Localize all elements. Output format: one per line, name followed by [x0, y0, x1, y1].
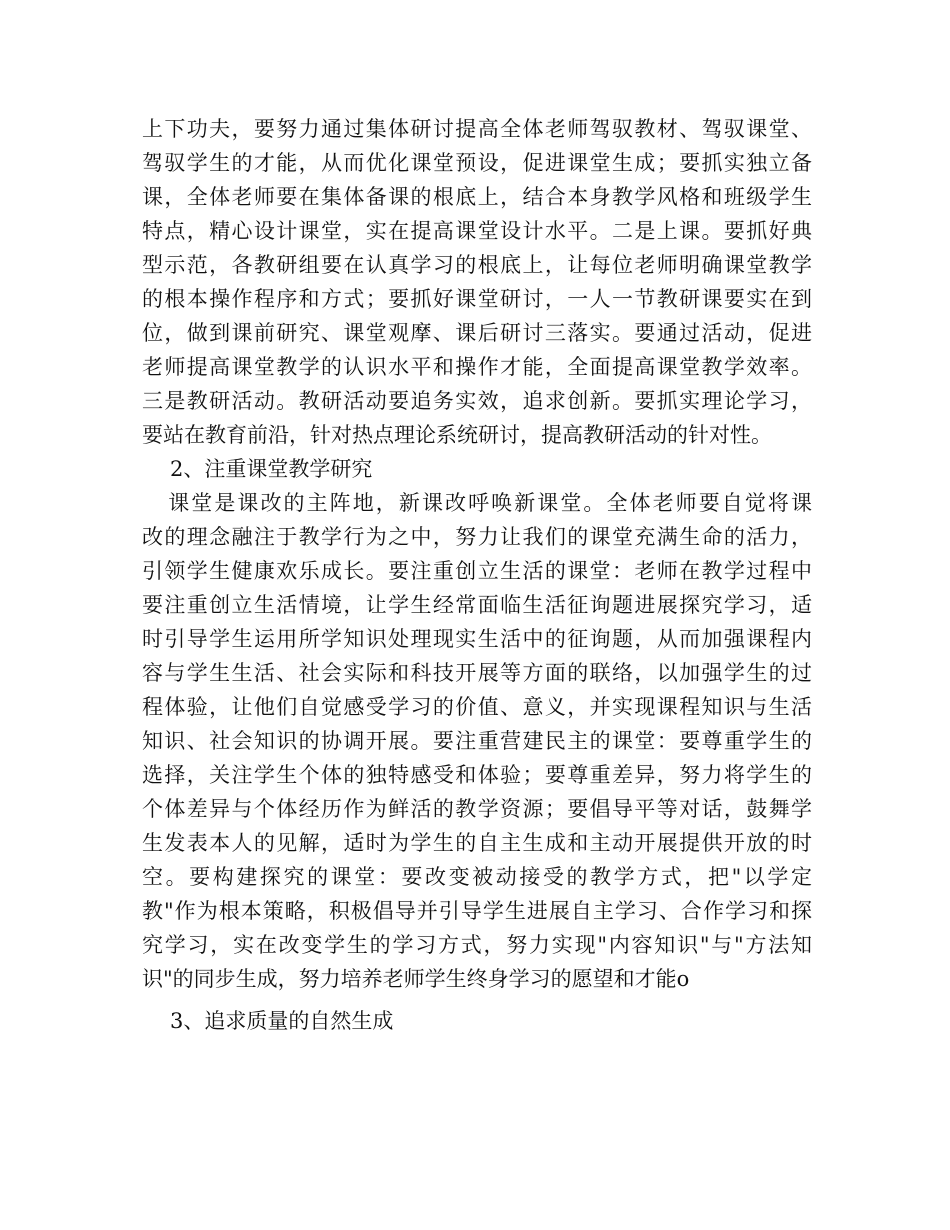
text-line: 时引导学生运用所学知识处理现实生活中的征询题，从而加强课程内	[142, 627, 812, 651]
text-line: 改的理念融注于教学行为之中，努力让我们的课堂充满生命的活力，	[142, 525, 812, 549]
text-line: 程体验，让他们自觉感受学习的价值、意义，并实现课程知识与生活	[142, 695, 812, 719]
section-heading-2: 2、注重课堂教学研究	[170, 457, 373, 481]
text-line: 上下功夫，要努力通过集体研讨提高全体老师驾驭教材、驾驭课堂、	[142, 117, 812, 141]
paragraph-classroom-research	[142, 486, 812, 996]
text-line: 究学习，实在改变学生的学习方式，努力实现"内容知识"与"方法知	[142, 933, 812, 957]
text-line: 驾驭学生的才能，从而优化课堂预设，促进课堂生成；要抓实独立备	[142, 151, 812, 175]
text-line: 位，做到课前研究、课堂观摩、课后研讨三落实。要通过活动，促进	[142, 321, 812, 345]
text-line: 课，全体老师要在集体备课的根底上，结合本身教学风格和班级学生	[142, 185, 812, 209]
text-line: 三是教研活动。教研活动要追务实效，追求创新。要抓实理论学习，	[142, 389, 812, 413]
text-line: 引领学生健康欢乐成长。要注重创立生活的课堂：老师在教学过程中	[142, 559, 812, 583]
text-line: 知识、社会知识的协调开展。要注重营建民主的课堂：要尊重学生的	[142, 729, 812, 753]
document-body	[142, 112, 812, 1038]
text-line: 要注重创立生活情境，让学生经常面临生活征询题进展探究学习，适	[142, 593, 812, 617]
text-line: 老师提高课堂教学的认识水平和操作才能，全面提高课堂教学效率。	[142, 355, 812, 379]
paragraph-teaching-research	[142, 112, 812, 452]
text-line: 容与学生生活、社会实际和科技开展等方面的联络，以加强学生的过	[142, 661, 812, 685]
text-line: 型示范，各教研组要在认真学习的根底上，让每位老师明确课堂教学	[142, 253, 812, 277]
text-line: 个体差异与个体经历作为鲜活的教学资源；要倡导平等对话，鼓舞学	[142, 797, 812, 821]
text-line: 生发表本人的见解，适时为学生的自主生成和主动开展提供开放的时	[142, 831, 812, 855]
text-line: 特点，精心设计课堂，实在提高课堂设计水平。二是上课。要抓好典	[142, 219, 812, 243]
text-line: 教"作为根本策略，积极倡导并引导学生进展自主学习、合作学习和探	[142, 899, 812, 923]
text-line: 空。要构建探究的课堂：要改变被动接受的教学方式，把"以学定	[142, 865, 812, 889]
text-line: 识"的同步生成，努力培养老师学生终身学习的愿望和才能ο	[142, 967, 690, 991]
text-line: 课堂是课改的主阵地，新课改呼唤新课堂。全体老师要自觉将课	[142, 491, 812, 515]
text-line: 要站在教育前沿，针对热点理论系统研讨，提高教研活动的针对性。	[142, 423, 772, 447]
text-line: 选择，关注学生个体的独特感受和体验；要尊重差异，努力将学生的	[142, 763, 812, 787]
text-line: 的根本操作程序和方式；要抓好课堂研讨，一人一节教研课要实在到	[142, 287, 812, 311]
section-heading-3: 3、追求质量的自然生成	[170, 1009, 394, 1033]
